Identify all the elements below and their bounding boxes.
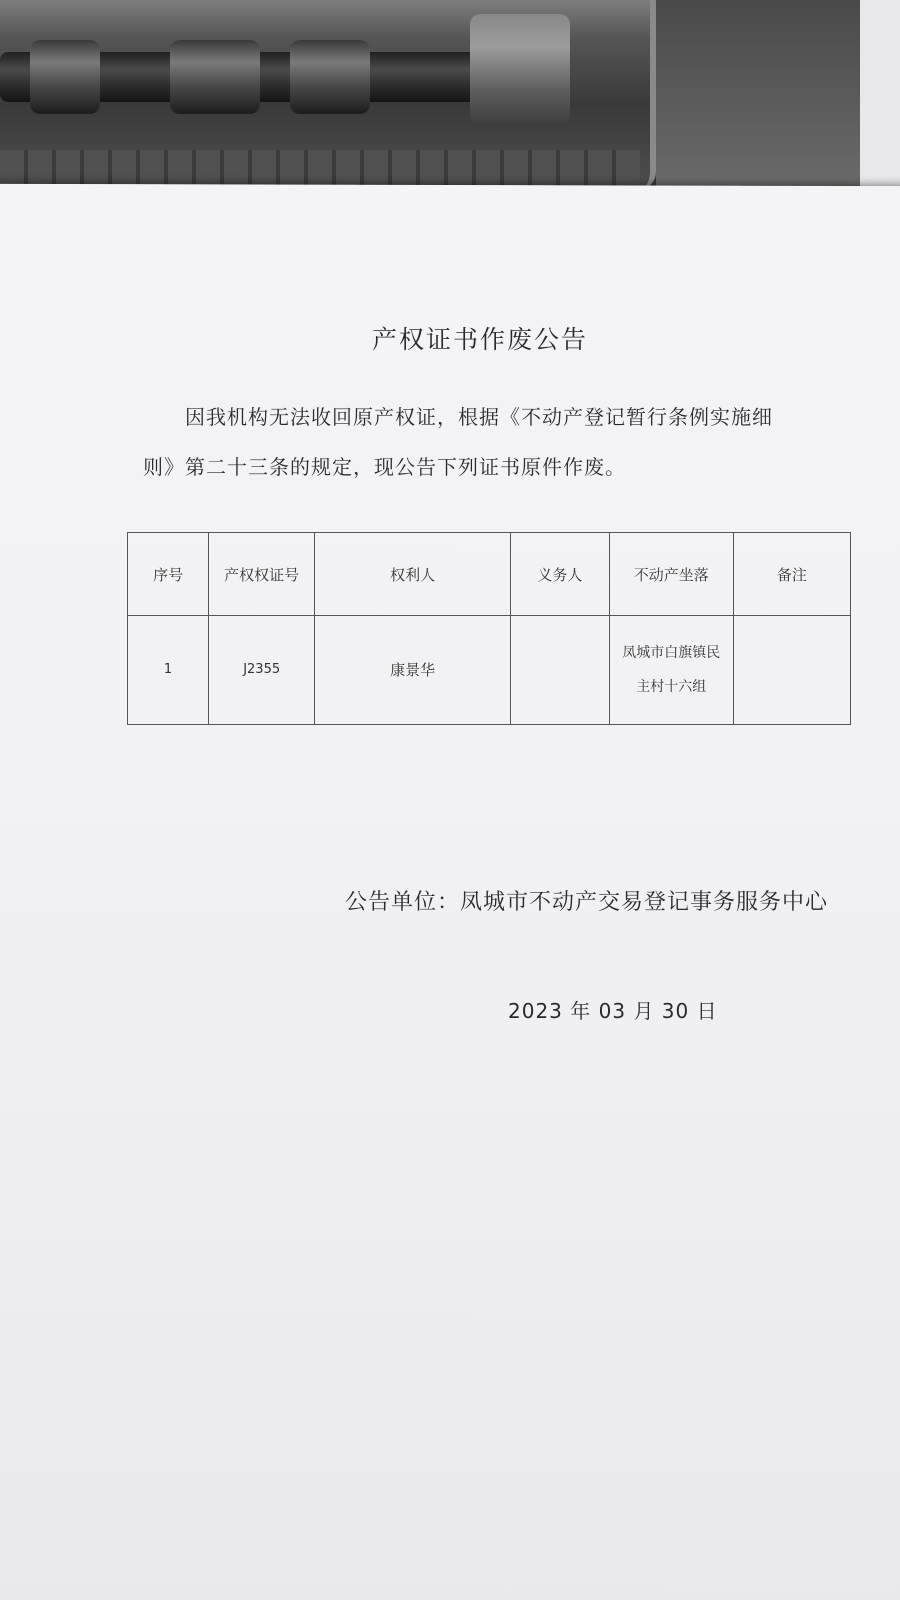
cell-location	[609, 616, 733, 725]
notice-body-line1: 因我机构无法收回原产权证，根据《不动产登记暂行条例实施细	[185, 405, 773, 429]
table-row	[128, 616, 851, 725]
cell-right-holder: 康景华	[315, 616, 511, 725]
issuing-unit: 公告单位：凤城市不动产交易登记事务服务中心	[345, 890, 829, 915]
header-certificate-no: 产权权证号	[209, 533, 315, 616]
table-header-row	[128, 533, 851, 616]
location-line2: 主村十六组	[636, 679, 707, 695]
date-month-unit: 月	[633, 999, 655, 1023]
header-right-holder: 权利人	[315, 533, 511, 616]
notice-title: 产权证书作废公告	[371, 325, 588, 354]
date-day: 30	[661, 999, 690, 1023]
header-obligor: 义务人	[511, 533, 610, 616]
date-year: 2023	[508, 999, 563, 1023]
cell-certificate-no: J2355	[209, 616, 315, 725]
notice-body-line2: 则》第二十三条的规定，现公告下列证书原件作废。	[143, 455, 626, 479]
header-remark: 备注	[733, 533, 850, 616]
header-index: 序号	[128, 533, 209, 616]
date-day-unit: 日	[696, 999, 718, 1023]
date-year-unit: 年	[570, 999, 592, 1023]
notice-body	[143, 392, 863, 492]
notice-date	[508, 995, 718, 1024]
cell-index: 1	[128, 616, 209, 725]
header-location: 不动产坐落	[609, 533, 733, 616]
location-line1: 凤城市白旗镇民	[622, 645, 721, 661]
cell-obligor	[511, 616, 610, 725]
certificate-table	[127, 532, 851, 725]
date-month: 03	[598, 999, 627, 1023]
cell-remark	[733, 616, 850, 725]
